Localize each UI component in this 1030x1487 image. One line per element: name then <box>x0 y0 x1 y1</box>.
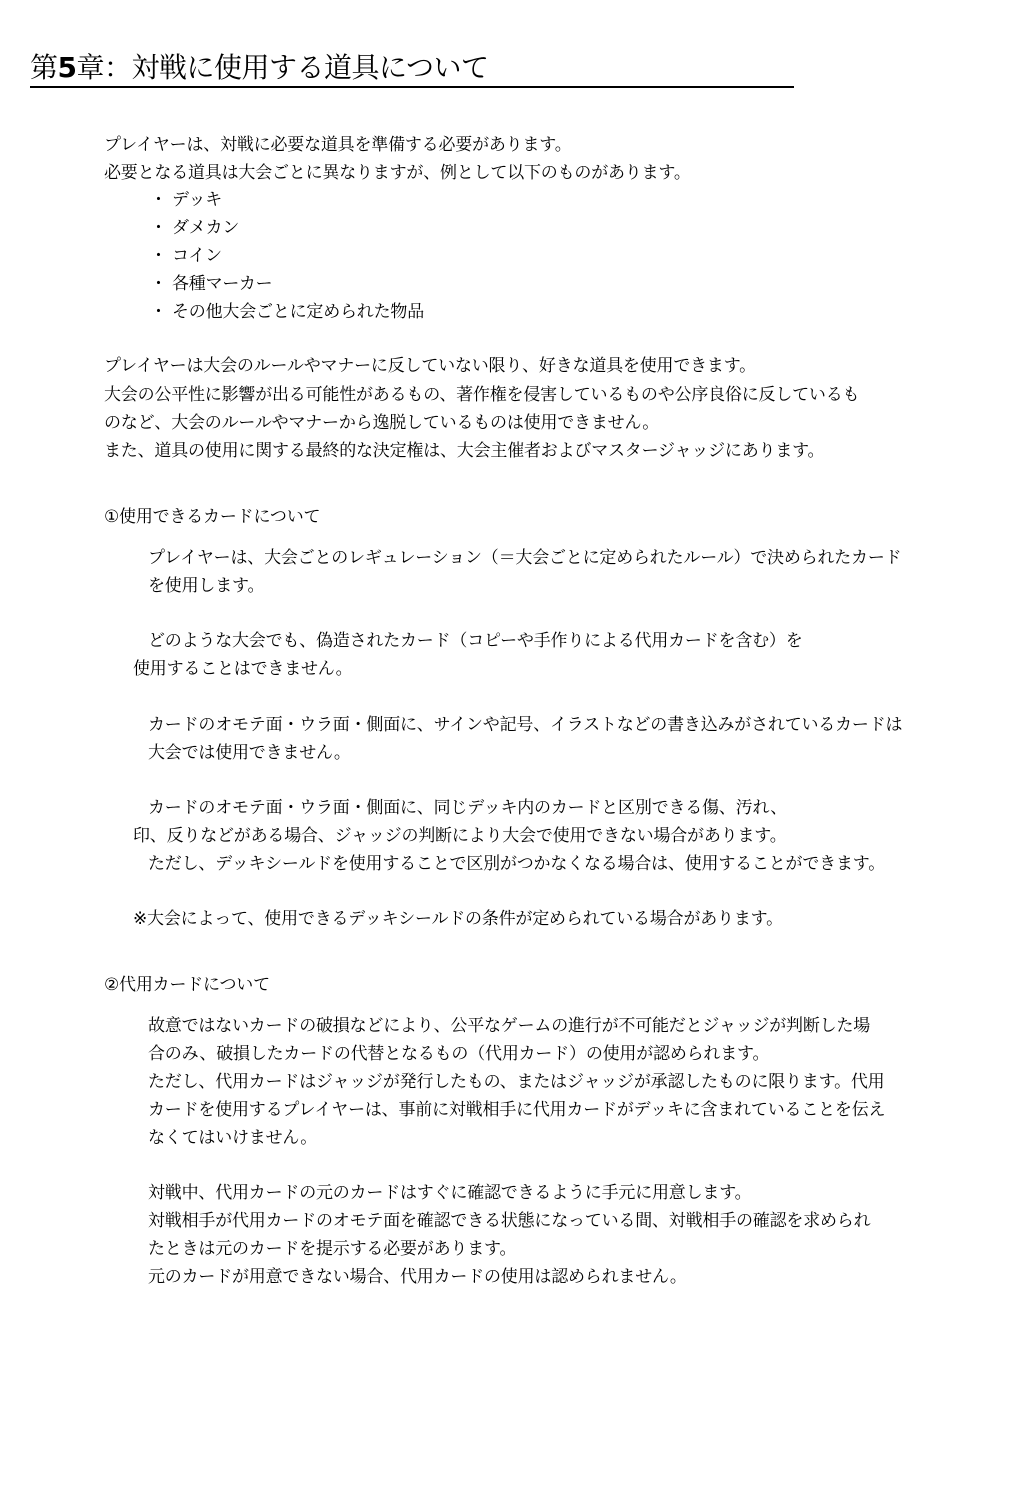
intro-line: 必要となる道具は大会ごとに異なりますが、例として以下のものがあります。 <box>104 163 691 183</box>
bullet-icon: ・ <box>150 302 167 322</box>
bullet-icon: ・ <box>150 274 167 294</box>
chapter-title-prefix: 第 <box>30 51 58 84</box>
tool-list-item-label: 各種マーカー <box>172 274 273 294</box>
paragraph-line: なくてはいけません。 <box>148 1128 318 1148</box>
paragraph-line: ただし、代用カードはジャッジが発行したもの、またはジャッジが承認したものに限ります。代用 <box>148 1072 885 1092</box>
tool-list-item-label: コイン <box>172 246 222 266</box>
paragraph-line: どのような大会でも、偽造されたカード（コピーや手作りによる代用カードを含む）を <box>148 631 803 651</box>
tool-list-item-label: デッキ <box>172 190 223 210</box>
tool-list-item <box>150 216 239 240</box>
paragraph-line: 対戦中、代用カードの元のカードはすぐに確認できるように手元に用意します。 <box>148 1183 752 1203</box>
tool-list-item <box>150 188 222 212</box>
paragraph-line: カードのオモテ面・ウラ面・側面に、サインや記号、イラストなどの書き込みがされているカードは <box>148 715 903 735</box>
paragraph-line: プレイヤーは、大会ごとのレギュレーション（＝大会ごとに定められたルール）で決められたカード <box>148 548 902 568</box>
paragraph-line: たときは元のカードを提示する必要があります。 <box>148 1239 517 1259</box>
paragraph-line: カードを使用するプレイヤーは、事前に対戦相手に代用カードがデッキに含まれていることを伝え <box>148 1100 886 1120</box>
section-heading: ②代用カードについて <box>104 975 270 995</box>
section-heading: ①使用できるカードについて <box>104 507 321 527</box>
bullet-icon: ・ <box>150 246 167 266</box>
paragraph-line: 対戦相手が代用カードのオモテ面を確認できる状態になっている間、対戦相手の確認を求められ <box>148 1211 871 1231</box>
tool-list-item-label: その他大会ごとに定められた物品 <box>172 302 424 322</box>
bullet-icon: ・ <box>150 190 167 210</box>
note-line: ※大会によって、使用できるデッキシールドの条件が定められている場合があります。 <box>133 909 783 929</box>
paragraph-line: ただし、デッキシールドを使用することで区別がつかなくなる場合は、使用することができます。 <box>148 854 885 874</box>
rules-line: また、道具の使用に関する最終的な決定権は、大会主催者およびマスタージャッジにあります。 <box>104 441 825 461</box>
tool-list-item <box>150 272 272 296</box>
paragraph-line: 大会では使用できません。 <box>148 743 351 763</box>
chapter-number: 5 <box>57 51 77 84</box>
paragraph-line: を使用します。 <box>148 576 265 596</box>
chapter-title <box>30 50 794 88</box>
chapter-title-suffix: 章：対戦に使用する道具について <box>76 51 489 84</box>
rules-line: プレイヤーは大会のルールやマナーに反していない限り、好きな道具を使用できます。 <box>104 356 756 376</box>
paragraph-line: 印、反りなどがある場合、ジャッジの判断により大会で使用できない場合があります。 <box>133 826 787 846</box>
paragraph-line: 使用することはできません。 <box>133 659 353 679</box>
paragraph-line: カードのオモテ面・ウラ面・側面に、同じデッキ内のカードと区別できる傷、汚れ、 <box>148 798 788 818</box>
paragraph-line: 合のみ、破損したカードの代替となるもの（代用カード）の使用が認められます。 <box>148 1044 770 1064</box>
tool-list-item <box>150 244 222 268</box>
tool-list-item <box>150 300 424 324</box>
bullet-icon: ・ <box>150 218 167 238</box>
rules-line: のなど、大会のルールやマナーから逸脱しているものは使用できません。 <box>104 413 660 433</box>
intro-line: プレイヤーは、対戦に必要な道具を準備する必要があります。 <box>104 135 572 155</box>
paragraph-line: 故意ではないカードの破損などにより、公平なゲームの進行が不可能だとジャッジが判断した場 <box>148 1016 871 1036</box>
paragraph-line: 元のカードが用意できない場合、代用カードの使用は認められません。 <box>148 1267 687 1287</box>
tool-list-item-label: ダメカン <box>172 218 240 238</box>
rules-line: 大会の公平性に影響が出る可能性があるもの、著作権を侵害しているものや公序良俗に反しているも <box>104 385 860 405</box>
